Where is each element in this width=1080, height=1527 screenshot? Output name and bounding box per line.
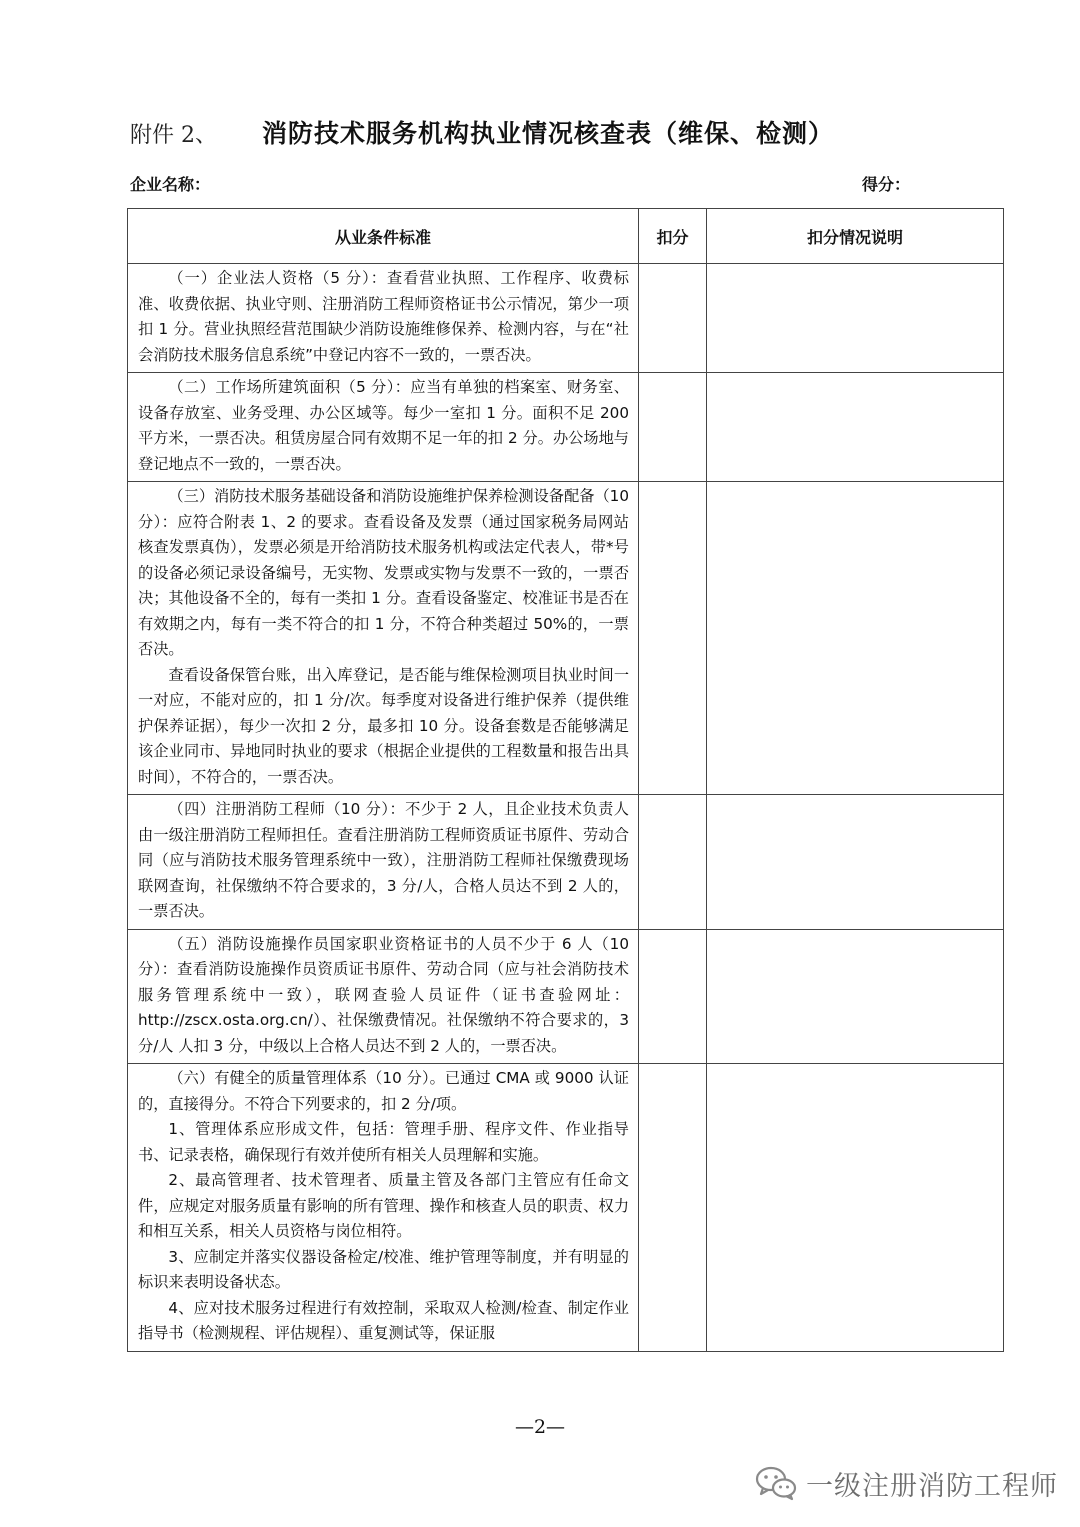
criteria-cell <box>128 264 639 373</box>
explanation-cell <box>707 264 1004 373</box>
table-header-row <box>128 209 1004 264</box>
table-row <box>128 929 1004 1064</box>
criteria-paragraph: （一）企业法人资格（5 分）：查看营业执照、工作程序、收费标准、收费依据、执业守则、注册消防工程师资格证书公示情况，第少一项扣 1 分。营业执照经营范围缺少消防设施维修保养、检测内容，与在“社会消防技术服务信息系统”中登记内容不一致的，一票否决。 <box>138 269 629 364</box>
deduction-cell <box>639 373 707 482</box>
criteria-cell <box>128 482 639 795</box>
watermark <box>754 1458 1058 1508</box>
explanation-cell <box>707 373 1004 482</box>
deduction-cell <box>639 264 707 373</box>
col-header-deduction: 扣分 <box>639 209 707 264</box>
table-row <box>128 1064 1004 1352</box>
explanation-cell <box>707 929 1004 1064</box>
meta-row <box>130 172 910 196</box>
title-row <box>130 114 1010 154</box>
deduction-cell <box>639 929 707 1064</box>
criteria-paragraph: 2、最高管理者、技术管理者、质量主管及各部门主管应有任命文件，应规定对服务质量有影响的所有管理、操作和核查人员的职责、权力和相互关系，相关人员资格与岗位相符。 <box>138 1171 629 1240</box>
company-name-label: 企业名称： <box>130 175 211 194</box>
criteria-paragraph: （六）有健全的质量管理体系（10 分）。已通过 CMA 或 9000 认证的，直接得分。不符合下列要求的，扣 2 分/项。 <box>138 1069 629 1113</box>
deduction-cell <box>639 1064 707 1352</box>
criteria-cell <box>128 373 639 482</box>
explanation-cell <box>707 1064 1004 1352</box>
criteria-paragraph: （二）工作场所建筑面积（5 分）：应当有单独的档案室、财务室、设备存放室、业务受理、办公区域等。每少一室扣 1 分。面积不足 200 平方米，一票否决。租赁房屋合同有效期不足一年的扣 2 分。办公场地与登记地点不一致的，一票否决。 <box>138 378 629 473</box>
criteria-paragraph: （三）消防技术服务基础设备和消防设施维护保养检测设备配备（10 分）：应符合附表 1、2 的要求。查看设备及发票（通过国家税务局网站核查发票真伪），发票必须是开给消防技术服务机构或法定代表人，带*号的设备必须记录设备编号，无实物、发票或实物与发票不一致的，一票否决；其他设备不全的，每有一类扣 1 分。查看设备鉴定、校准证书是否在有效期之内，每有一类不符合的扣 1 分，不符合种类超过 50%的，一票否决。 <box>138 487 629 658</box>
inspection-table <box>127 208 1004 1352</box>
annex-prefix: 附件 2、 <box>130 123 217 148</box>
criteria-paragraph: （四）注册消防工程师（10 分）：不少于 2 人，且企业技术负责人由一级注册消防工程师担任。查看注册消防工程师资质证书原件、劳动合同（应与消防技术服务管理系统中一致），注册消防工程师社保缴费现场联网查询，社保缴纳不符合要求的，3 分/人，合格人员达不到 2 人的，一票否决。 <box>138 800 629 920</box>
table-row <box>128 482 1004 795</box>
criteria-paragraph: 1、管理体系应形成文件，包括：管理手册、程序文件、作业指导书、记录表格，确保现行有效并使所有相关人员理解和实施。 <box>138 1120 629 1164</box>
criteria-paragraph: 4、应对技术服务过程进行有效控制，采取双人检测/检查、制定作业指导书（检测规程、评估规程）、重复测试等，保证服 <box>138 1298 629 1342</box>
criteria-paragraph: 查看设备保管台账，出入库登记，是否能与维保检测项目执业时间一一对应，不能对应的，扣 1 分/次。每季度对设备进行维护保养（提供维护保养证据），每少一次扣 2 分，最多扣 10 分。设备套数是否能够满足该企业同市、异地同时执业的要求（根据企业提供的工程数量和报告出具时间），不符合的，一票否决。 <box>138 665 629 786</box>
wechat-icon <box>754 1463 798 1503</box>
watermark-text: 一级注册消防工程师 <box>806 1470 1058 1502</box>
page-number: —2— <box>514 1416 566 1438</box>
table-row <box>128 373 1004 482</box>
explanation-cell <box>707 482 1004 795</box>
deduction-cell <box>639 795 707 930</box>
deduction-cell <box>639 482 707 795</box>
document-title: 消防技术服务机构执业情况核查表（维保、检测） <box>262 119 835 148</box>
col-header-criteria: 从业条件标准 <box>128 209 639 264</box>
col-header-explanation: 扣分情况说明 <box>707 209 1004 264</box>
criteria-cell <box>128 1064 639 1352</box>
criteria-cell <box>128 795 639 930</box>
table-row <box>128 795 1004 930</box>
criteria-paragraph: 3、应制定并落实仪器设备检定/校准、维护管理等制度，并有明显的标识来表明设备状态。 <box>138 1247 629 1291</box>
table-row <box>128 264 1004 373</box>
score-label: 得分： <box>861 175 910 194</box>
criteria-cell <box>128 929 639 1064</box>
criteria-paragraph: （五）消防设施操作员国家职业资格证书的人员不少于 6 人（10 分）：查看消防设施操作员资质证书原件、劳动合同（应与社会消防技术服务管理系统中一致），联网查验人员证件（证书查验网址：http://zscx.osta.org.cn/）、社保缴费情况。社保缴纳不符合要求的，3 分/人 人扣 3 分，中级以上合格人员达不到 2 人的，一票否决。 <box>138 934 629 1055</box>
explanation-cell <box>707 795 1004 930</box>
